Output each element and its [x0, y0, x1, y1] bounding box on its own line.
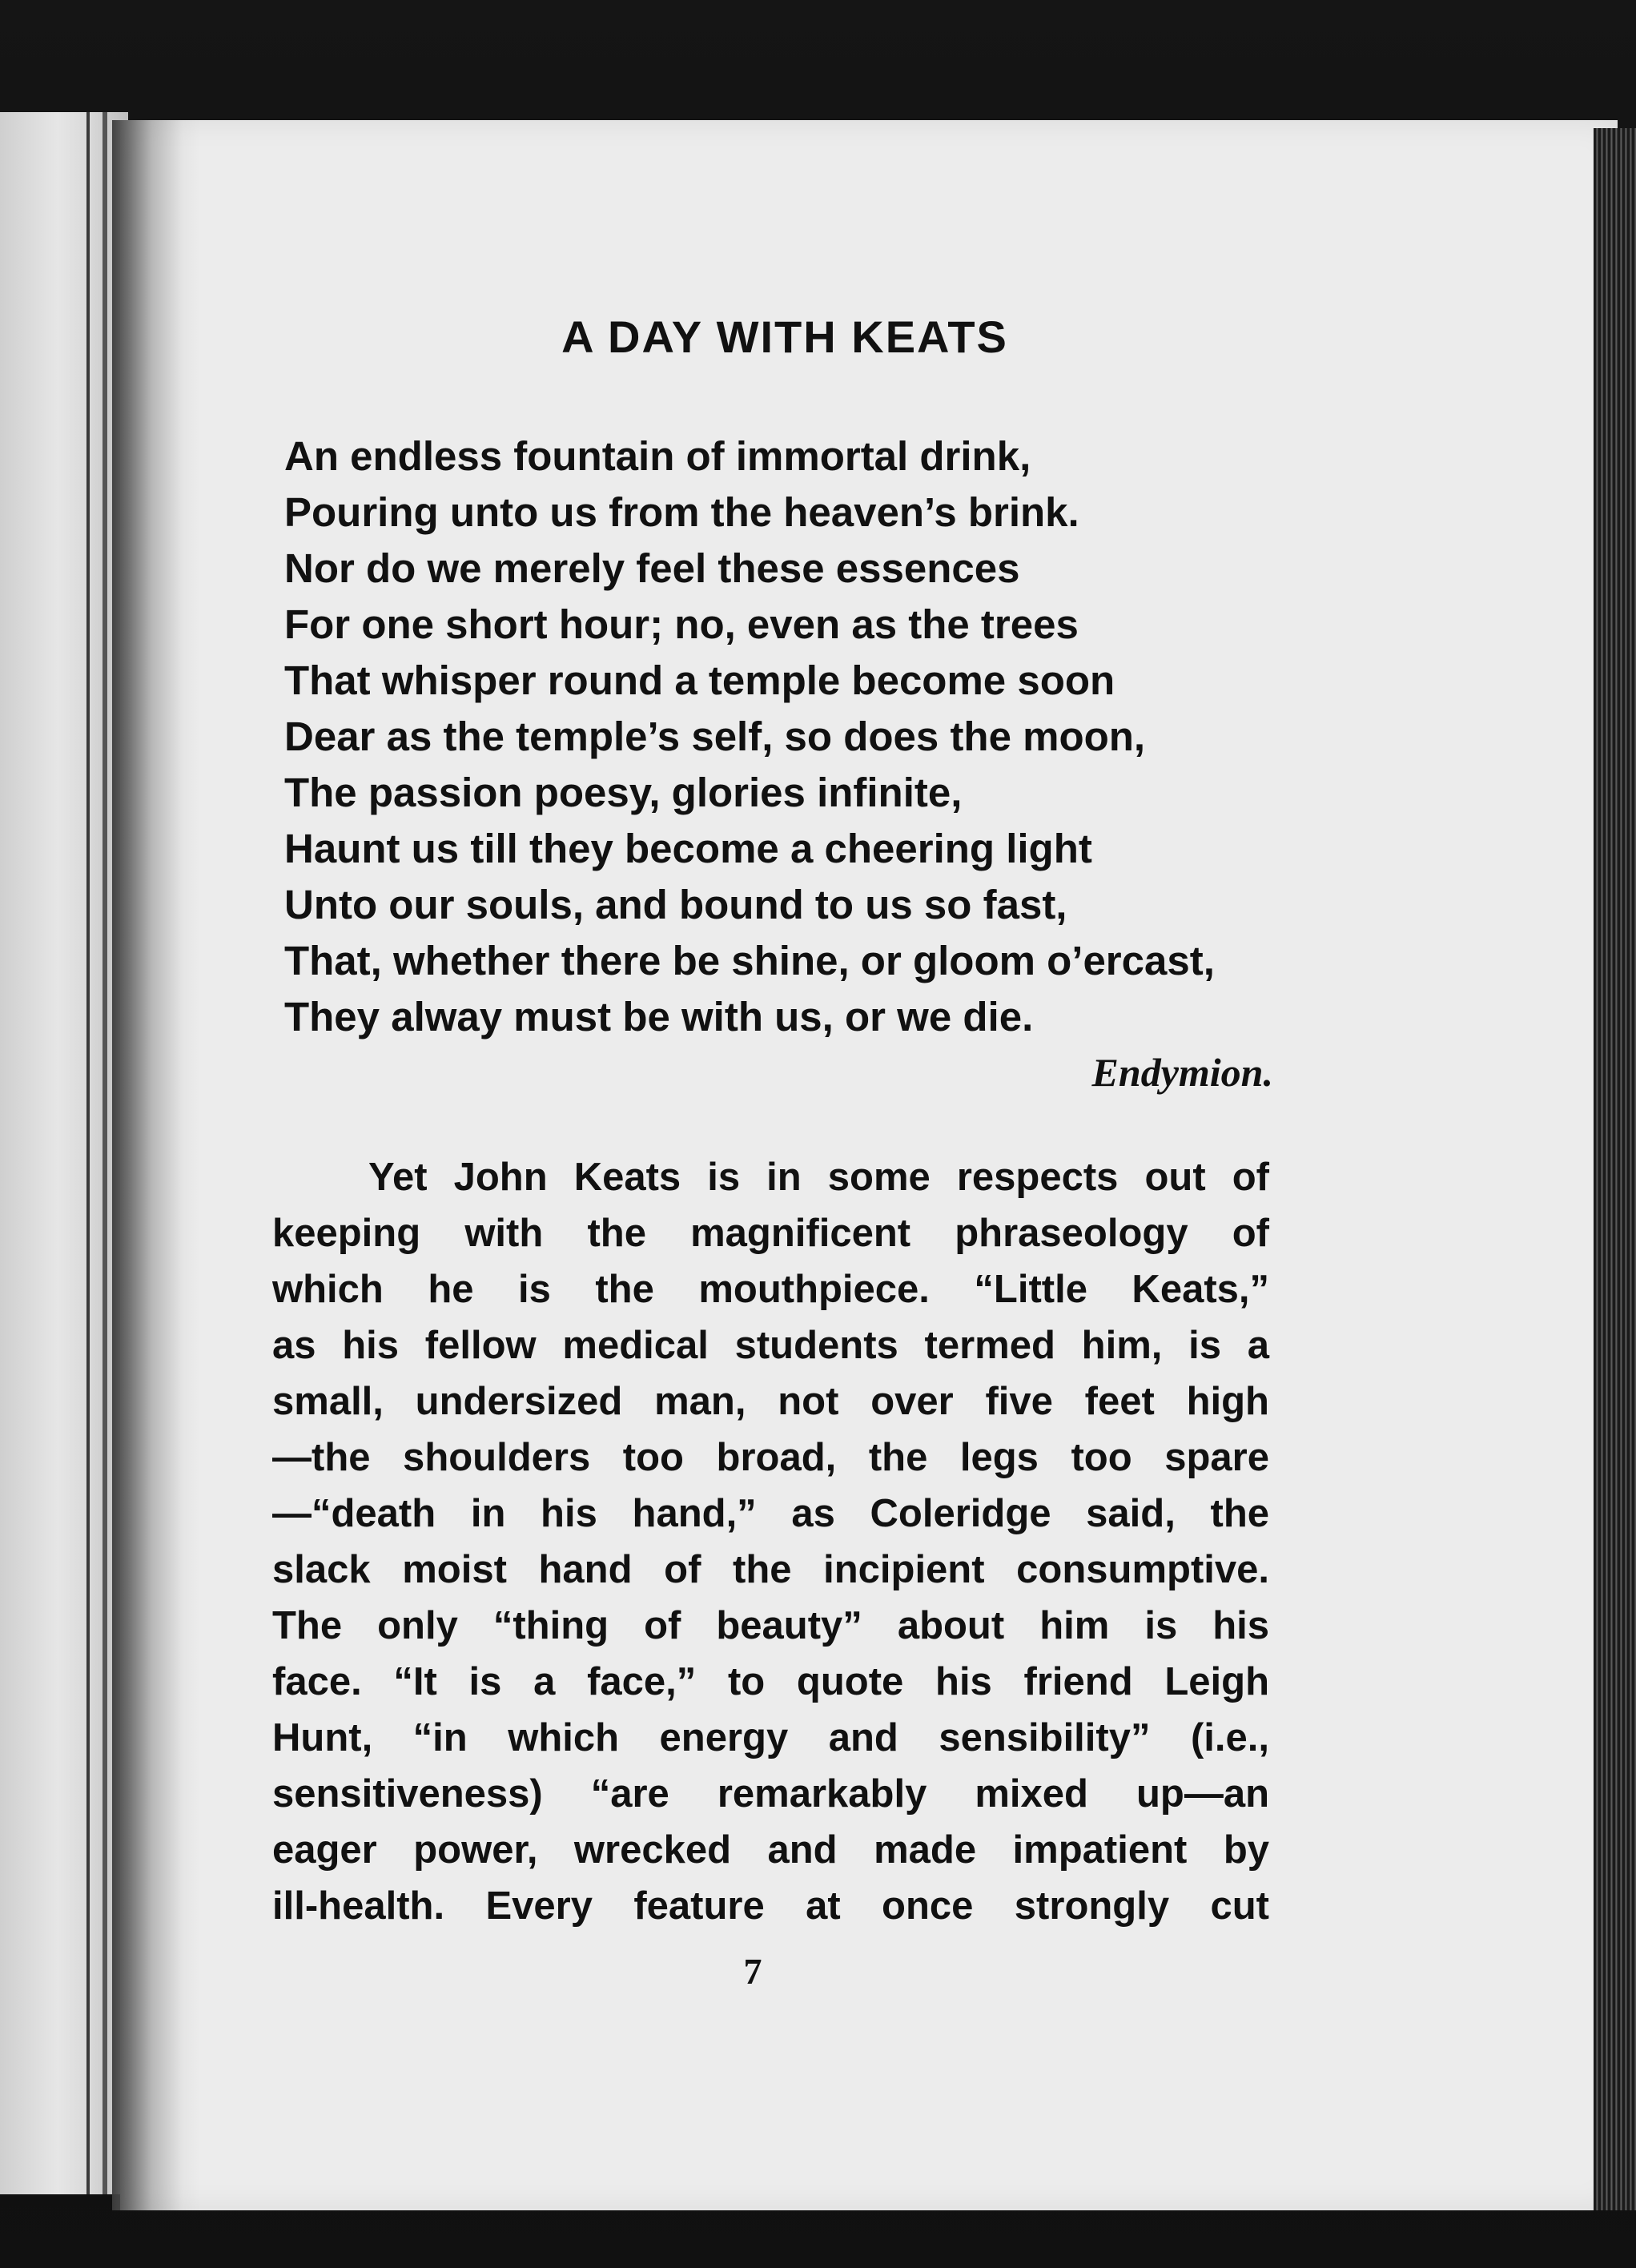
- poem-line: They alway must be with us, or we die.: [284, 994, 1034, 1040]
- paragraph-line: Hunt, “in which energy and sensibility” (i.e.,: [272, 1716, 1269, 1759]
- page-edge-line: [86, 112, 90, 2194]
- paragraph-line: which he is the mouthpiece. “Little Keats,”: [272, 1268, 1269, 1311]
- poem-line: Haunt us till they become a cheering light: [284, 826, 1092, 871]
- paragraph-line: slack moist hand of the incipient consumptive.: [272, 1548, 1269, 1591]
- poem-quotation: [284, 428, 1293, 1045]
- paragraph-line: The only “thing of beauty” about him is his: [272, 1604, 1269, 1647]
- paragraph-line: small, undersized man, not over five feet high: [272, 1380, 1269, 1423]
- paragraph-line: —“death in his hand,” as Coleridge said, the: [272, 1492, 1269, 1535]
- previous-page-edge: [0, 112, 128, 2194]
- paragraph-line: sensitiveness) “are remarkably mixed up—an: [272, 1772, 1269, 1816]
- paragraph-line: as his fellow medical students termed him, is a: [272, 1324, 1269, 1367]
- binding-gutter-shadow: [112, 120, 200, 2210]
- poem-line: Dear as the temple’s self, so does the moon,: [284, 714, 1146, 759]
- paragraph-line: ill-health. Every feature at once strongly cut: [272, 1884, 1269, 1928]
- poem-line: Pouring unto us from the heaven’s brink.: [284, 489, 1079, 535]
- poem-line: That whisper round a temple become soon: [284, 657, 1115, 703]
- paragraph-line: keeping with the magnificent phraseology of: [272, 1212, 1269, 1255]
- body-paragraph: [272, 1149, 1269, 1934]
- page-block-edge: [1594, 128, 1636, 2210]
- paragraph-line: Yet John Keats is in some respects out of: [368, 1156, 1269, 1199]
- running-head: A DAY WITH KEATS: [561, 312, 1008, 362]
- paragraph-line: —the shoulders too broad, the legs too spare: [272, 1436, 1269, 1479]
- poem-line: That, whether there be shine, or gloom o’ercast,: [284, 938, 1215, 983]
- poem-line: An endless fountain of immortal drink,: [284, 433, 1031, 479]
- page-edge-line: [103, 112, 107, 2194]
- poem-source-attribution: Endymion.: [1091, 1050, 1273, 1095]
- poem-line: Unto our souls, and bound to us so fast,: [284, 882, 1067, 927]
- poem-line: Nor do we merely feel these essences: [284, 545, 1020, 591]
- paragraph-line: face. “It is a face,” to quote his friend Leigh: [272, 1660, 1269, 1703]
- paragraph-line: eager power, wrecked and made impatient by: [272, 1828, 1269, 1872]
- poem-line: The passion poesy, glories infinite,: [284, 770, 963, 815]
- poem-line: For one short hour; no, even as the trees: [284, 601, 1079, 647]
- page-number: 7: [743, 1951, 762, 1992]
